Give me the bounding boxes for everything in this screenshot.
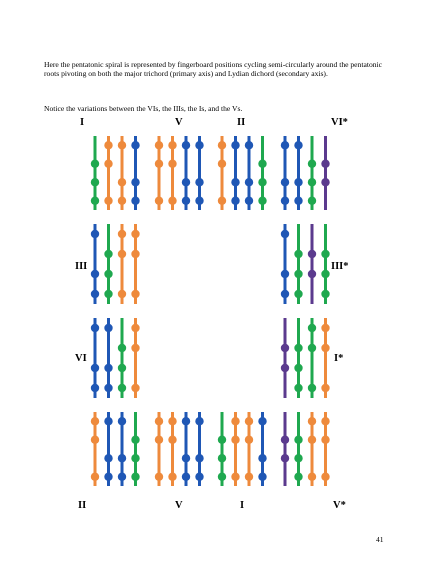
fret-dot bbox=[308, 197, 316, 205]
page-number: 41 bbox=[376, 535, 384, 544]
fingering-diagram-right-2 bbox=[281, 318, 330, 398]
fret-dot bbox=[281, 230, 289, 238]
fret-dot bbox=[294, 364, 302, 372]
label-bottom-v: V bbox=[175, 500, 183, 511]
fret-dot bbox=[104, 250, 112, 258]
fingering-diagram-top-1 bbox=[91, 136, 140, 210]
intro-paragraph: Here the pentatonic spiral is represented by fingerboard positions cycling semi-circularly around the pentatonic roots pivoting on both the major trichord (primary axis) and Lydian dichord (secondary axis). bbox=[44, 60, 383, 79]
fingering-diagram-left-2 bbox=[91, 318, 140, 398]
label-bottom-ii: II bbox=[78, 500, 87, 511]
fret-dot bbox=[168, 141, 176, 149]
fingering-diagram-top-2 bbox=[155, 136, 204, 210]
fret-dot bbox=[245, 141, 253, 149]
fret-dot bbox=[91, 270, 99, 278]
fret-dot bbox=[118, 250, 126, 258]
label-bottom-v-star: V* bbox=[333, 500, 346, 511]
fingering-diagram-top-4 bbox=[281, 136, 330, 210]
fret-dot bbox=[218, 197, 226, 205]
fret-dot bbox=[321, 384, 329, 392]
fret-dot bbox=[245, 436, 253, 444]
fret-dot bbox=[91, 160, 99, 168]
fret-dot bbox=[231, 473, 239, 481]
fret-dot bbox=[321, 250, 329, 258]
fret-dot bbox=[182, 454, 190, 462]
fret-dot bbox=[308, 473, 316, 481]
fret-dot bbox=[131, 384, 139, 392]
fret-dot bbox=[168, 473, 176, 481]
fret-dot bbox=[294, 454, 302, 462]
fret-dot bbox=[104, 197, 112, 205]
fret-dot bbox=[131, 290, 139, 298]
fret-dot bbox=[245, 197, 253, 205]
fret-dot bbox=[91, 324, 99, 332]
fret-dot bbox=[131, 178, 139, 186]
fret-dot bbox=[104, 473, 112, 481]
fret-dot bbox=[308, 384, 316, 392]
fret-dot bbox=[104, 141, 112, 149]
fret-dot bbox=[245, 473, 253, 481]
fret-dot bbox=[182, 473, 190, 481]
label-right-i-star: I* bbox=[334, 353, 344, 364]
fret-dot bbox=[155, 417, 163, 425]
fret-dot bbox=[195, 141, 203, 149]
label-right-iii-star: III* bbox=[331, 261, 349, 272]
fret-dot bbox=[131, 454, 139, 462]
fret-dot bbox=[231, 197, 239, 205]
fingering-diagram-bottom-4 bbox=[281, 412, 330, 486]
fret-dot bbox=[281, 270, 289, 278]
fingering-diagram-bottom-3 bbox=[218, 412, 267, 486]
label-left-vi: VI bbox=[75, 353, 87, 364]
fret-dot bbox=[294, 384, 302, 392]
fret-dot bbox=[168, 436, 176, 444]
fret-dot bbox=[321, 270, 329, 278]
fret-dot bbox=[104, 454, 112, 462]
fret-dot bbox=[195, 417, 203, 425]
fret-dot bbox=[218, 160, 226, 168]
fret-dot bbox=[321, 178, 329, 186]
fret-dot bbox=[245, 178, 253, 186]
fingering-diagram-right-1 bbox=[281, 224, 330, 304]
fret-dot bbox=[91, 230, 99, 238]
fret-dot bbox=[294, 178, 302, 186]
fret-dot bbox=[118, 141, 126, 149]
fret-dot bbox=[91, 436, 99, 444]
label-top-i: I bbox=[80, 117, 85, 128]
fret-dot bbox=[321, 290, 329, 298]
label-top-ii: II bbox=[237, 117, 246, 128]
fret-dot bbox=[131, 436, 139, 444]
fret-dot bbox=[118, 384, 126, 392]
fret-dot bbox=[195, 473, 203, 481]
fret-dot bbox=[258, 417, 266, 425]
fret-dot bbox=[231, 178, 239, 186]
fret-dot bbox=[308, 344, 316, 352]
fret-dot bbox=[245, 417, 253, 425]
fret-dot bbox=[155, 473, 163, 481]
fret-dot bbox=[131, 250, 139, 258]
fret-dot bbox=[104, 417, 112, 425]
note-paragraph: Notice the variations between the VIs, the IIIs, the Is, and the Vs. bbox=[44, 104, 243, 113]
fret-dot bbox=[118, 473, 126, 481]
fret-dot bbox=[294, 344, 302, 352]
fret-dot bbox=[218, 454, 226, 462]
fret-dot bbox=[258, 473, 266, 481]
fret-dot bbox=[118, 417, 126, 425]
fret-dot bbox=[281, 364, 289, 372]
fret-dot bbox=[281, 290, 289, 298]
label-top-vi-star: VI* bbox=[331, 117, 348, 128]
fret-dot bbox=[168, 160, 176, 168]
fret-dot bbox=[231, 436, 239, 444]
label-top-v: V bbox=[175, 117, 183, 128]
fret-dot bbox=[131, 197, 139, 205]
fret-dot bbox=[308, 324, 316, 332]
fret-dot bbox=[131, 324, 139, 332]
fingering-diagram-top-3 bbox=[218, 136, 267, 210]
fret-dot bbox=[281, 197, 289, 205]
fret-dot bbox=[195, 197, 203, 205]
fret-dot bbox=[182, 197, 190, 205]
fret-dot bbox=[195, 178, 203, 186]
fret-dot bbox=[104, 290, 112, 298]
fret-dot bbox=[281, 178, 289, 186]
fret-dot bbox=[218, 473, 226, 481]
fret-dot bbox=[182, 417, 190, 425]
fret-dot bbox=[218, 141, 226, 149]
fret-dot bbox=[155, 197, 163, 205]
fret-dot bbox=[118, 344, 126, 352]
fret-dot bbox=[91, 197, 99, 205]
fret-dot bbox=[321, 436, 329, 444]
fret-dot bbox=[321, 324, 329, 332]
fret-dot bbox=[104, 160, 112, 168]
fret-dot bbox=[131, 230, 139, 238]
fret-dot bbox=[131, 344, 139, 352]
fret-dot bbox=[281, 454, 289, 462]
fret-dot bbox=[308, 178, 316, 186]
fret-dot bbox=[258, 160, 266, 168]
fret-dot bbox=[91, 473, 99, 481]
fret-dot bbox=[104, 364, 112, 372]
fret-dot bbox=[321, 160, 329, 168]
fret-dot bbox=[258, 178, 266, 186]
fret-dot bbox=[294, 250, 302, 258]
fret-dot bbox=[118, 364, 126, 372]
fret-dot bbox=[294, 270, 302, 278]
fret-dot bbox=[118, 230, 126, 238]
fret-dot bbox=[182, 178, 190, 186]
fingering-diagram-bottom-2 bbox=[155, 412, 204, 486]
fret-dot bbox=[155, 160, 163, 168]
fret-dot bbox=[168, 417, 176, 425]
fret-dot bbox=[281, 436, 289, 444]
fret-dot bbox=[118, 197, 126, 205]
fret-dot bbox=[321, 417, 329, 425]
fret-dot bbox=[182, 141, 190, 149]
fret-dot bbox=[131, 473, 139, 481]
fret-dot bbox=[294, 290, 302, 298]
fret-dot bbox=[195, 454, 203, 462]
fret-dot bbox=[294, 473, 302, 481]
fret-dot bbox=[281, 344, 289, 352]
fret-dot bbox=[258, 197, 266, 205]
fret-dot bbox=[118, 178, 126, 186]
fret-dot bbox=[308, 417, 316, 425]
fingering-diagram-bottom-1 bbox=[91, 412, 140, 486]
fret-dot bbox=[308, 160, 316, 168]
fret-dot bbox=[91, 290, 99, 298]
fret-dot bbox=[308, 436, 316, 444]
label-left-iii: III bbox=[75, 261, 88, 272]
fret-dot bbox=[281, 141, 289, 149]
fret-dot bbox=[321, 344, 329, 352]
fingering-diagram-left-1 bbox=[91, 224, 140, 304]
fret-dot bbox=[91, 178, 99, 186]
fret-dot bbox=[321, 473, 329, 481]
fret-dot bbox=[104, 270, 112, 278]
fret-dot bbox=[168, 197, 176, 205]
fret-dot bbox=[231, 417, 239, 425]
fret-dot bbox=[231, 141, 239, 149]
fret-dot bbox=[91, 417, 99, 425]
fret-dot bbox=[104, 384, 112, 392]
fret-dot bbox=[118, 454, 126, 462]
label-bottom-i: I bbox=[240, 500, 245, 511]
fret-dot bbox=[308, 270, 316, 278]
fret-dot bbox=[294, 436, 302, 444]
fret-dot bbox=[294, 141, 302, 149]
fret-dot bbox=[294, 197, 302, 205]
fret-dot bbox=[218, 436, 226, 444]
fret-dot bbox=[104, 324, 112, 332]
fret-dot bbox=[91, 384, 99, 392]
fret-dot bbox=[258, 454, 266, 462]
fret-dot bbox=[308, 250, 316, 258]
fret-dot bbox=[155, 141, 163, 149]
fret-dot bbox=[155, 436, 163, 444]
fret-dot bbox=[118, 290, 126, 298]
fret-dot bbox=[131, 141, 139, 149]
fret-dot bbox=[91, 364, 99, 372]
